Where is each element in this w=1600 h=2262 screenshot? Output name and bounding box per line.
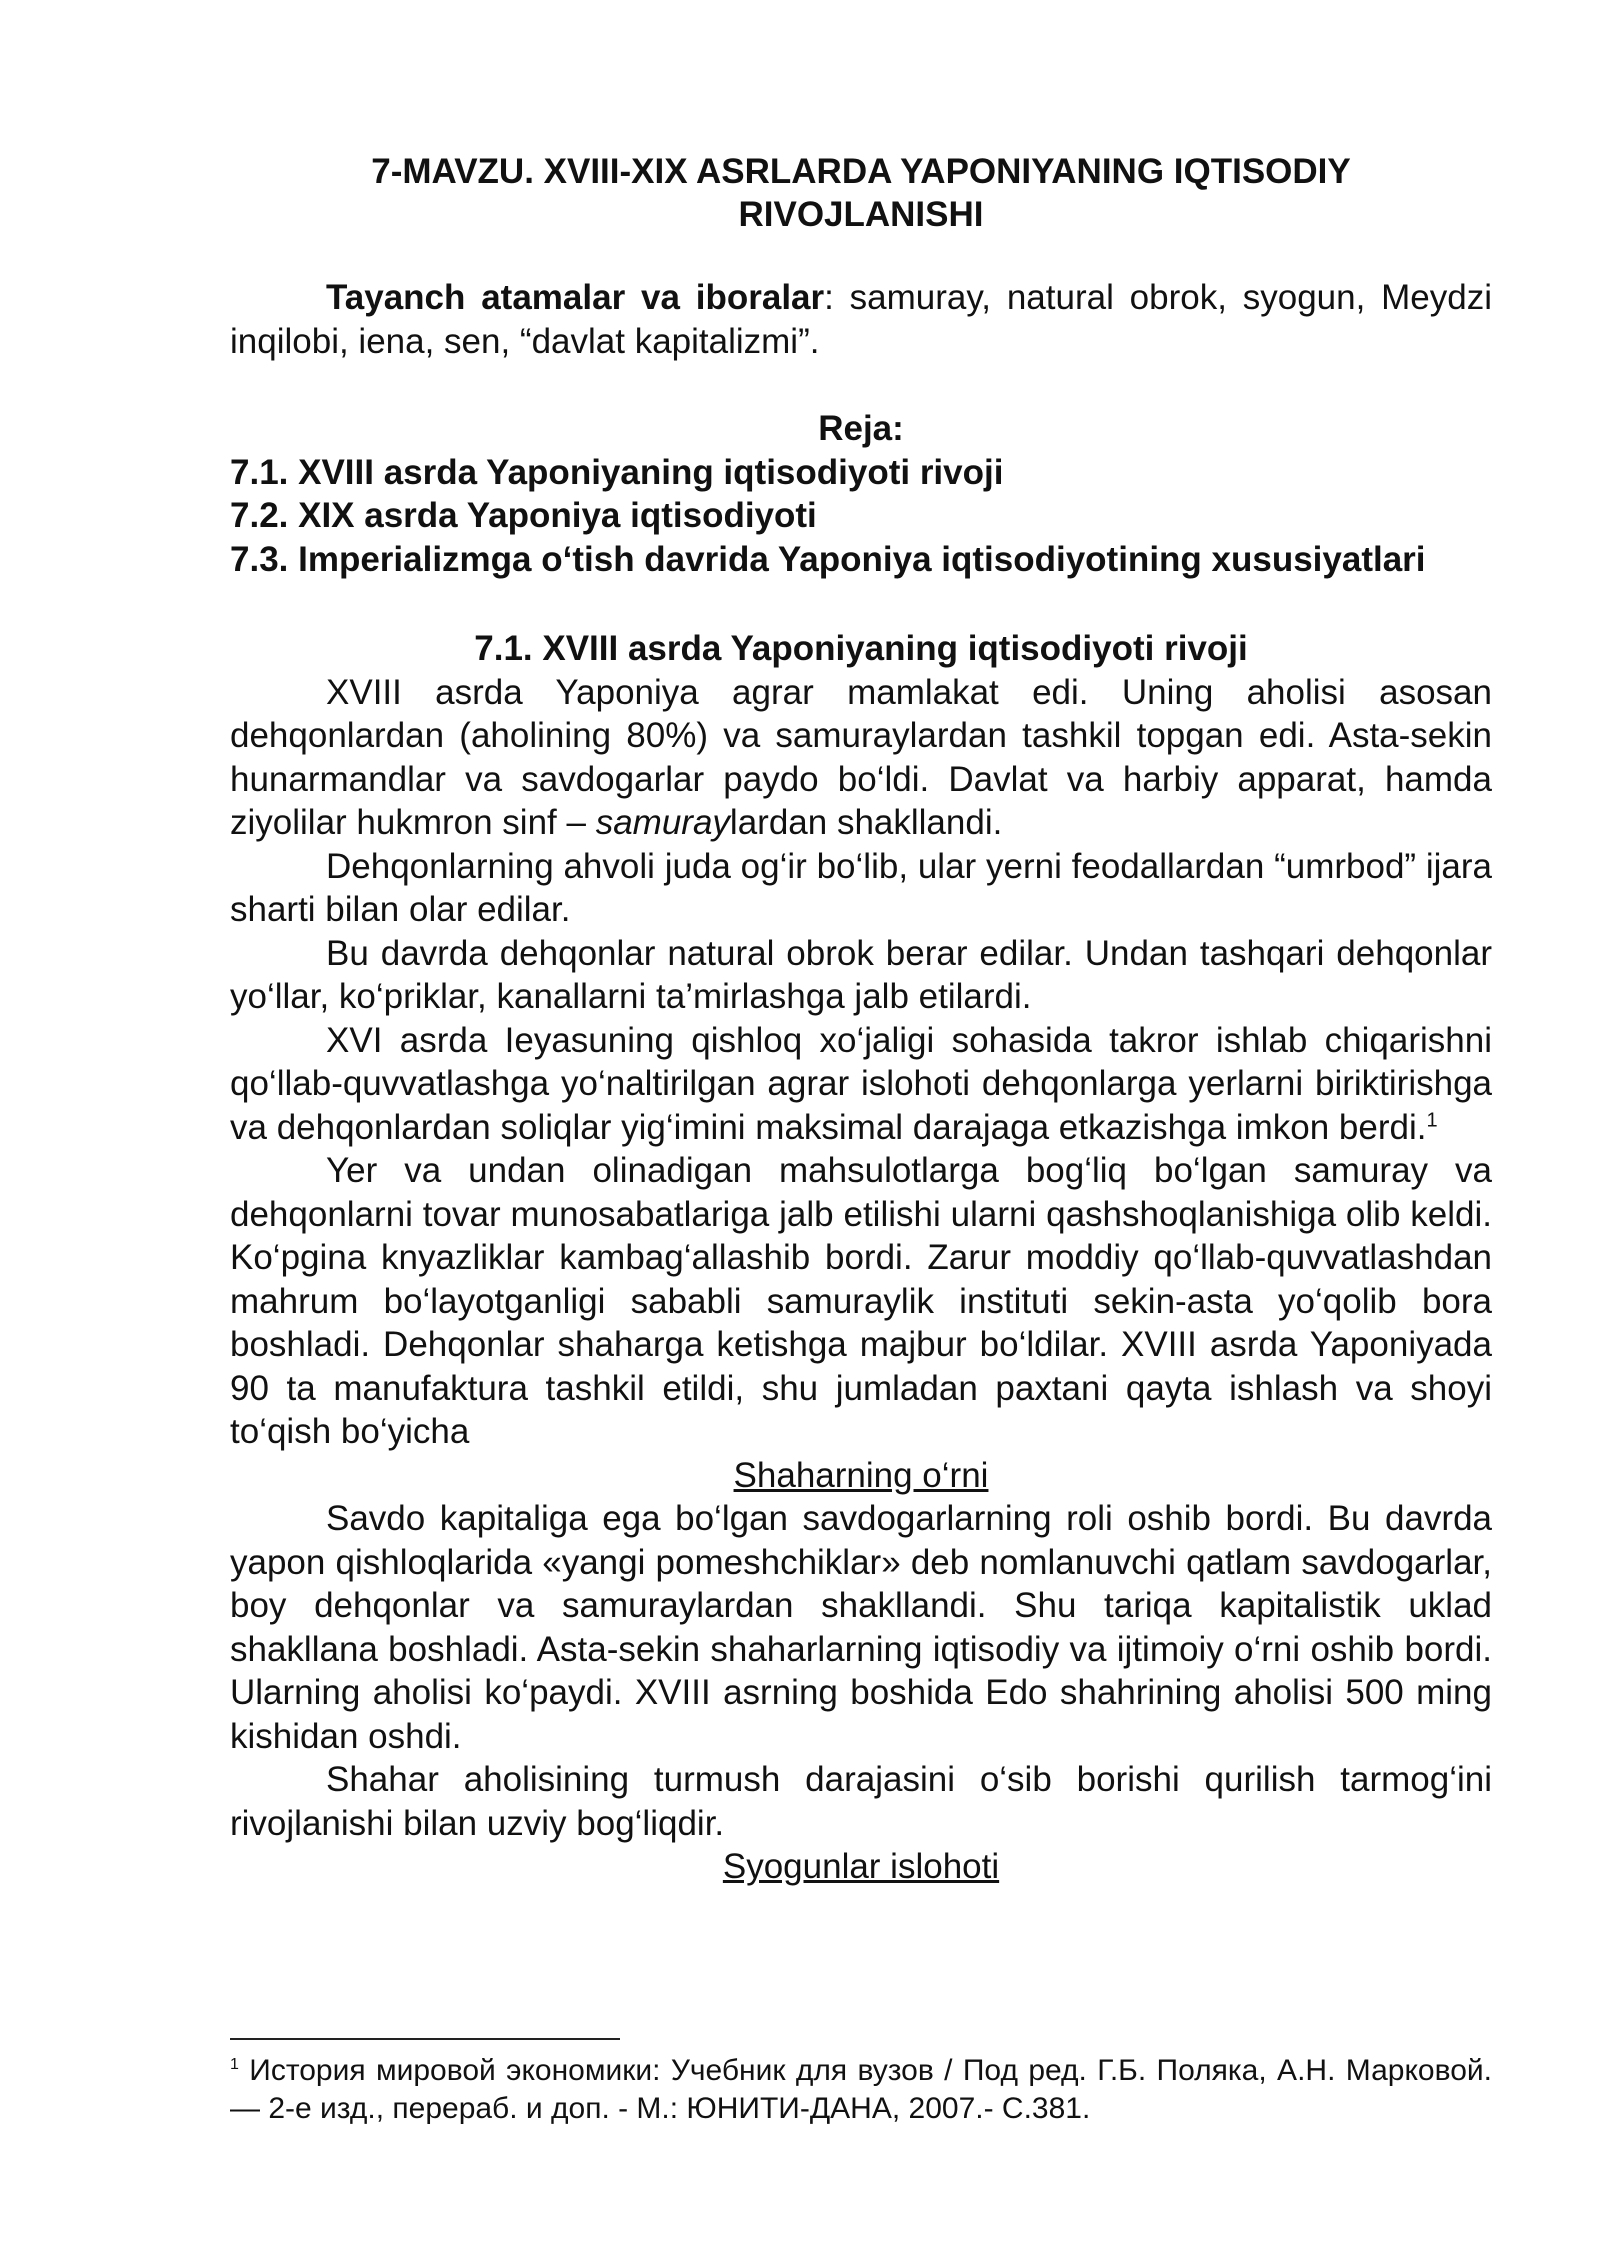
italic-term: samuray bbox=[595, 803, 730, 842]
paragraph-1-tail: lardan shakllandi. bbox=[729, 803, 1003, 842]
paragraph-6: Savdo kapitaliga ega bo‘lgan savdogarlarning roli oshib bordi. Bu davrda yapon qishloqlarida «yangi pomeshchiklar» deb nomlanuvchi qatlam savdogarlar, boy dehqonlar va samuraylardan shakllandi. Shu tariqa kapitalistik uklad shakllana boshladi. Asta-sekin shaharlarning iqtisodiy va ijtimoiy o‘rni oshib bordi. Ularning aholisi ko‘paydi. XVIII asrning boshida Edo shahrining aholisi 500 ming kishidan oshdi. bbox=[230, 1499, 1492, 1756]
chapter-title bbox=[230, 150, 1492, 236]
footnote-reference[interactable]: 1 bbox=[1426, 1108, 1438, 1131]
paragraph-5: Yer va undan olinadigan mahsulotlarga bog‘liq bo‘lgan samuray va dehqonlarni tovar munosabatlariga jalb etilishi ularni qashshoqlanishiga olib keldi. Ko‘pgina knyazliklar kambag‘allashib bordi. Zarur moddiy qo‘llab-quvvatlashdan mahrum bo‘layotganligi sababli samuraylik instituti sekin-asta yo‘qolib bora boshladi. Dehqonlar shaharga ketishga majbur bo‘ldilar. XVIII asrda Yaponiyada 90 ta manufaktura tashkil etildi, shu jumladan paxtani qayta ishlash va shoyi to‘qish bo‘yicha bbox=[230, 1151, 1492, 1451]
paragraph-2: Dehqonlarning ahvoli juda og‘ir bo‘lib, ular yerni feodallardan “umrbod” ijara sharti bilan olar edilar. bbox=[230, 846, 1492, 929]
section-heading: 7.1. XVIII asrda Yaponiyaning iqtisodiyoti rivoji bbox=[474, 629, 1248, 668]
paragraph-1 bbox=[230, 671, 1492, 845]
plan-item-1: 7.1. XVIII asrda Yaponiyaning iqtisodiyoti rivoji bbox=[230, 452, 1004, 492]
subheading-shogun-reform: Syogunlar islohoti bbox=[722, 1847, 1000, 1886]
keywords-label: Tayanch atamalar va iboralar bbox=[326, 278, 825, 317]
footnote-mark: 1 bbox=[230, 2056, 239, 2073]
keywords-paragraph bbox=[230, 276, 1492, 363]
chapter-title-line-2: RIVOJLANISHI bbox=[738, 195, 984, 234]
subheading-city-role: Shaharning o‘rni bbox=[733, 1455, 989, 1495]
paragraph-4 bbox=[230, 1019, 1492, 1150]
keywords-text: : samuray, natural obrok, syogun, Meydzi inqilobi, iena, sen, “davlat kapitalizmi”. bbox=[230, 278, 1492, 361]
paragraph-7: Shahar aholisining turmush darajasini o‘sib borishi qurilish tarmog‘ini rivojlanishi bilan uzviy bog‘liqdir. bbox=[230, 1760, 1492, 1843]
document-page bbox=[230, 150, 1492, 1889]
plan-item-2: 7.2. XIX asrda Yaponiya iqtisodiyoti bbox=[230, 496, 817, 535]
plan-item-3: 7.3. Imperializmga o‘tish davrida Yaponiya iqtisodiyotining xususiyatlari bbox=[230, 539, 1426, 579]
plan-heading: Reja: bbox=[818, 409, 904, 448]
paragraph-1-text: XVIII asrda Yaponiya agrar mamlakat edi. Uning aholisi asosan dehqonlardan (aholining 80%) va samuraylardan tashkil topgan edi. Asta-sekin hunarmandlar va savdogarlar paydo bo‘ldi. Davlat va harbiy apparat, hamda ziyolilar hukmron sinf – bbox=[230, 672, 1492, 842]
paragraph-3: Bu davrda dehqonlar natural obrok berar edilar. Undan tashqari dehqonlar yo‘llar, ko‘priklar, kanallarni ta’mirlashga jalb etilardi. bbox=[230, 933, 1492, 1016]
footnote-separator bbox=[230, 2038, 620, 2040]
footnote bbox=[230, 2052, 1492, 2128]
footnote-text: История мировой экономики: Учебник для вузов / Под ред. Г.Б. Поляка, А.Н. Марковой. — 2-е изд., перераб. и доп. - М.: ЮНИТИ-ДАНА, 2007.- С.381. bbox=[230, 2054, 1492, 2125]
chapter-title-line-1: 7-MAVZU. XVIII-XIX ASRLARDA YAPONIYANING IQTISODIY bbox=[371, 152, 1351, 191]
paragraph-4-text: XVI asrda Ieyasuning qishloq xo‘jaligi sohasida takror ishlab chiqarishni qo‘llab-quvvatlashga yo‘naltirilgan agrar islohoti dehqonlarga yerlarni biriktirishga va dehqonlardan soliqlar yig‘imini maksimal darajaga etkazishga imkon berdi. bbox=[230, 1020, 1492, 1147]
